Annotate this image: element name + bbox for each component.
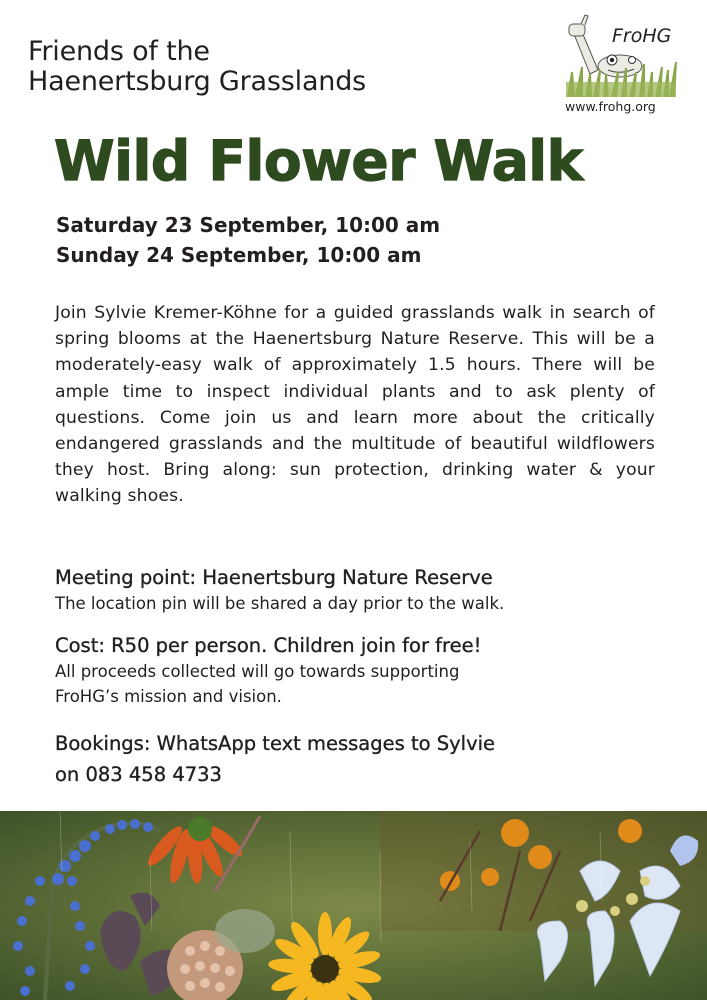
event-dates: [56, 210, 440, 270]
bookings-line1: Bookings: WhatsApp text messages to Sylvie: [55, 732, 496, 755]
date-sunday: Sunday 24 September, 10:00 am: [56, 243, 422, 267]
website-link[interactable]: www.frohg.org: [565, 99, 656, 114]
bookings-section: [55, 728, 665, 790]
meeting-point-heading: Meeting point: Haenertsburg Nature Reserve: [55, 566, 493, 589]
bookings-phone: on 083 458 4733: [55, 763, 222, 786]
logo-wordmark: FroHG: [612, 25, 672, 47]
frog-thumbs-up-icon: [560, 12, 685, 97]
date-saturday: Saturday 23 September, 10:00 am: [56, 213, 441, 237]
meeting-point-section: [55, 565, 665, 616]
organization-name: [28, 37, 366, 97]
event-title: Wild Flower Walk: [54, 129, 583, 193]
wildflower-photo-collage: [0, 811, 707, 1000]
cost-heading: Cost: R50 per person. Children join for free!: [55, 634, 482, 657]
cost-note-line1: All proceeds collected will go towards supporting: [55, 662, 460, 681]
org-name-line1: Friends of the: [28, 36, 210, 67]
wildflowers-image-icon: [0, 811, 707, 1000]
cost-note-line2: FroHG’s mission and vision.: [55, 687, 282, 706]
org-name-line2: Haenertsburg Grasslands: [28, 66, 367, 97]
cost-section: [55, 633, 665, 709]
event-description: Join Sylvie Kremer-Köhne for a guided grasslands walk in search of spring blooms at the Haenertsburg Nature Reserve. This will be a moderately-easy walk of approximately 1.5 hours. There will be ample time to inspect individual plants and to ask plenty of questions. Come join us and learn more about the critically endangered grasslands and the multitude of beautiful wildflowers they host. Bring along: sun protection, drinking water & your walking shoes.: [55, 303, 655, 507]
meeting-point-note: The location pin will be shared a day prior to the walk.: [55, 594, 505, 613]
